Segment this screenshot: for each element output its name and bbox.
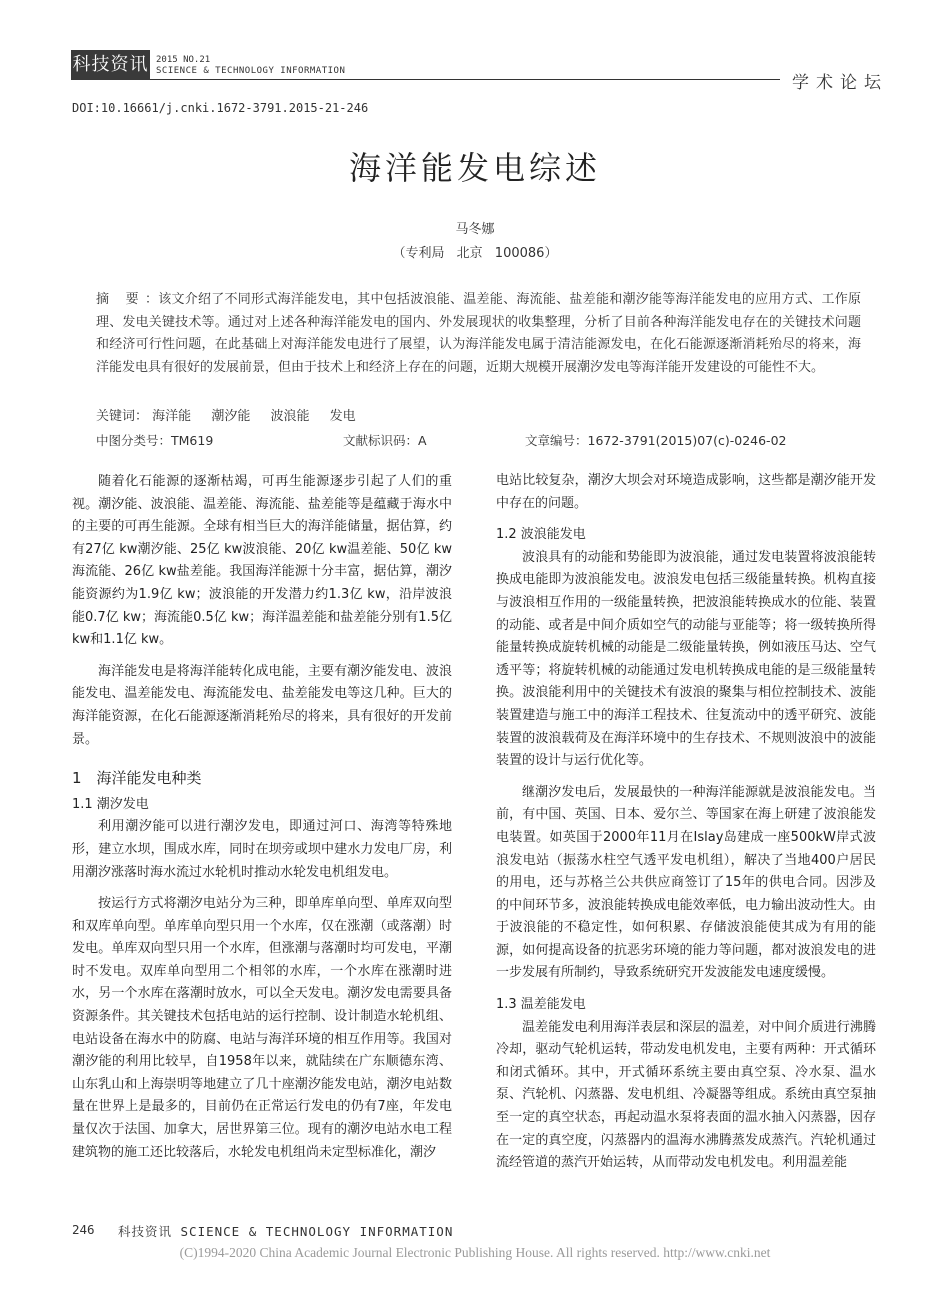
body-left-column	[72, 471, 452, 1173]
section-heading: 1 海洋能发电种类	[72, 769, 202, 788]
issue-number: 2015 NO.21	[156, 55, 211, 65]
paragraph: 随着化石能源的逐渐枯竭，可再生能源逐步引起了人们的重视。潮汐能、波浪能、温差能、海流能、盐差能等是蕴藏于海水中的主要的可再生能源。全球有相当巨大的海洋能储量，据估算，约有27亿 kw潮汐能、25亿 kw波浪能、20亿 kw温差能、50亿 kw海流能、26亿 kw盐差能。我国海洋能源十分丰富，据估算，潮汐能资源约为1.9亿 kw；波浪能的开发潜力约1.3亿 kw，沿岸波浪能0.7亿 kw；海流能0.5亿 kw；海洋温差能和盐差能分别有1.5亿 kw和1.1亿 kw。	[72, 474, 452, 648]
copyright-notice: (C)1994-2020 China Academic Journal Electronic Publishing House. All rights reserved. http://www.cnki.net	[179, 1245, 771, 1260]
paragraph: 继潮汐发电后，发展最快的一种海洋能源就是波浪能发电。当前，有中国、英国、日本、爱尔兰、等国家在海上研建了波浪能发电装置。如英国于2000年11月在Islay岛建成一座500kW岸式波浪发电站（振荡水柱空气透平发电机组），解决了当地400户居民的用电，还与苏格兰公共供应商签订了15年的供电合同。因涉及的中间环节多，波浪能转换成电能效率低，电力输出波动性大。由于波浪能的不稳定性，如何积累、存储波浪能使其成为有用的能源，如何提高设备的抗恶劣环境的能力等问题，都对波浪发电的进一步发展有所制约，导致系统研究开发波能发电速度缓慢。	[496, 784, 876, 981]
subsection-heading: 1.2 波浪能发电	[496, 527, 586, 543]
section-label: 学术论坛	[792, 73, 888, 93]
paper-title: 海洋能发电综述	[348, 149, 601, 187]
journal-english-name: SCIENCE & TECHNOLOGY INFORMATION	[156, 66, 346, 76]
keywords-label: 关键词：	[96, 409, 149, 424]
subsection-heading: 1.3 温差能发电	[496, 997, 586, 1013]
author: 马冬娜	[455, 222, 495, 237]
issue-info	[156, 55, 345, 77]
paragraph: 按运行方式将潮汐电站分为三种，即单库单向型、单库双向型和双库单向型。单库单向型只用一个水库，仅在涨潮（或落潮）时发电。单库双向型只用一个水库，但涨潮与落潮时均可发电，平潮时不发电。双库单向型用二个相邻的水库，一个水库在涨潮时进水，另一个水库在落潮时放水，可以全天发电。潮汐发电需要具备资源条件。其关键技术包括电站的运行控制、设计制造水轮机组、电站设备在海水中的防腐、电站与海洋环境的相互作用等。我国对潮汐能的利用比较早，自1958年以来，就陆续在广东顺德东湾、山东乳山和上海崇明等地建立了几十座潮汐能发电站，潮汐电站数量在世界上是最多的，目前仍在正常运行发电的仍有7座，年发电量仅次于法国、加拿大，居世界第三位。现有的潮汐电站水电工程建筑物的施工还比较落后，水轮发电机组尚未定型标准化，潮汐	[72, 896, 452, 1160]
journal-logo: 科技资讯	[71, 50, 150, 80]
header-rule	[150, 79, 780, 80]
paragraph: 利用潮汐能可以进行潮汐发电，即通过河口、海湾等特殊地形，建立水坝，围成水库，同时在坝旁或坝中建水力发电厂房，利用潮汐涨落时海水流过水轮机时推动水轮发电机组发电。	[72, 819, 452, 880]
paragraph: 波浪具有的动能和势能即为波浪能，通过发电装置将波浪能转换成电能即为波浪能发电。波浪发电包括三级能量转换。机构直接与波浪相互作用的一级能量转换，把波浪能转换成水的位能、装置的动能、或者是中间介质如空气的动能与亚能等；将一级转换所得能量转换成旋转机械的动能是二级能量转换，例如液压马达、空气透平等；将旋转机械的动能通过发电机转换成电能的是三级能量转换。波浪能利用中的关键技术有波浪的聚集与相位控制技术、波能装置建造与施工中的海洋工程技术、往复流动中的透平研究、波能装置的波浪载荷及在海洋环境中的生存技术、不规则波浪中的波能装置的设计与运行优化等。	[496, 549, 876, 769]
abstract-label: 摘 要	[96, 292, 145, 307]
paragraph: 温差能发电利用海洋表层和深层的温差，对中间介质进行沸腾冷却，驱动气轮机运转，带动发电机发电，主要有两种：开式循环和闭式循环。其中，开式循环系统主要由真空泵、冷水泵、温水泵、汽轮机、闪蒸器、发电机组、冷凝器等组成。系统由真空泵抽至一定的真空状态，再起动温水泵将表面的温水抽入闪蒸器，因存在一定的真空度，闪蒸器内的温海水沸腾蒸发成蒸汽。汽轮机通过流经管道的蒸汽开始运转，从而带动发电机发电。利用温差能	[496, 1019, 876, 1171]
abstract-text: 该文介绍了不同形式海洋能发电，其中包括波浪能、温差能、海流能、盐差能和潮汐能等海洋能发电的应用方式、工作原理、发电关键技术等。通过对上述各种海洋能发电的国内、外发展现状的收集整理，分析了目前各种海洋能发电存在的关键技术问题和经济可行性问题，在此基础上对海洋能发电进行了展望，认为海洋能发电属于清洁能源发电，在化石能源逐渐消耗殆尽的将来，海洋能发电具有很好的发展前景，但由于技术上和经济上存在的问题，近期大规模开展潮汐发电等海洋能开发建设的可能性不大。	[96, 292, 861, 375]
keyword: 发电	[329, 409, 356, 424]
affiliation: （专利局 北京 100086）	[392, 246, 558, 261]
paragraph: 海洋能发电是将海洋能转化成电能，主要有潮汐能发电、波浪能发电、温差能发电、海流能发电、盐差能发电等这几种。巨大的海洋能资源，在化石能源逐渐消耗殆尽的将来，具有很好的开发前景。	[72, 663, 452, 747]
paragraph: 电站比较复杂，潮汐大坝会对环境造成影响，这些都是潮汐能开发中存在的问题。	[496, 473, 876, 511]
body-right-column	[496, 470, 876, 1184]
clc-number: 中图分类号：TM619	[96, 433, 214, 448]
page-number: 246	[72, 1222, 95, 1237]
doi[interactable]: DOI:10.16661/j.cnki.1672-3791.2015-21-246	[72, 101, 369, 115]
keywords	[96, 405, 372, 424]
footer-journal: 科技资讯 SCIENCE & TECHNOLOGY INFORMATION	[118, 1224, 454, 1239]
subsection-heading: 1.1 潮汐发电	[72, 796, 149, 812]
abstract: 摘 要：该文介绍了不同形式海洋能发电，其中包括波浪能、温差能、海流能、盐差能和潮汐能等海洋能发电的应用方式、工作原理、发电关键技术等。通过对上述各种海洋能发电的国内、外发展现状的收集整理，分析了目前各种海洋能发电存在的关键技术问题和经济可行性问题，在此基础上对海洋能发电进行了展望，认为海洋能发电属于清洁能源发电，在化石能源逐渐消耗殆尽的将来，海洋能发电具有很好的发展前景，但由于技术上和经济上存在的问题，近期大规模开展潮汐发电等海洋能开发建设的可能性不大。	[96, 292, 861, 375]
keyword: 潮汐能	[211, 409, 251, 424]
document-code: 文献标识码：A	[343, 433, 427, 448]
article-number: 文章编号：1672-3791(2015)07(c)-0246-02	[525, 433, 787, 448]
keyword: 海洋能	[152, 409, 192, 424]
keyword: 波浪能	[270, 409, 310, 424]
